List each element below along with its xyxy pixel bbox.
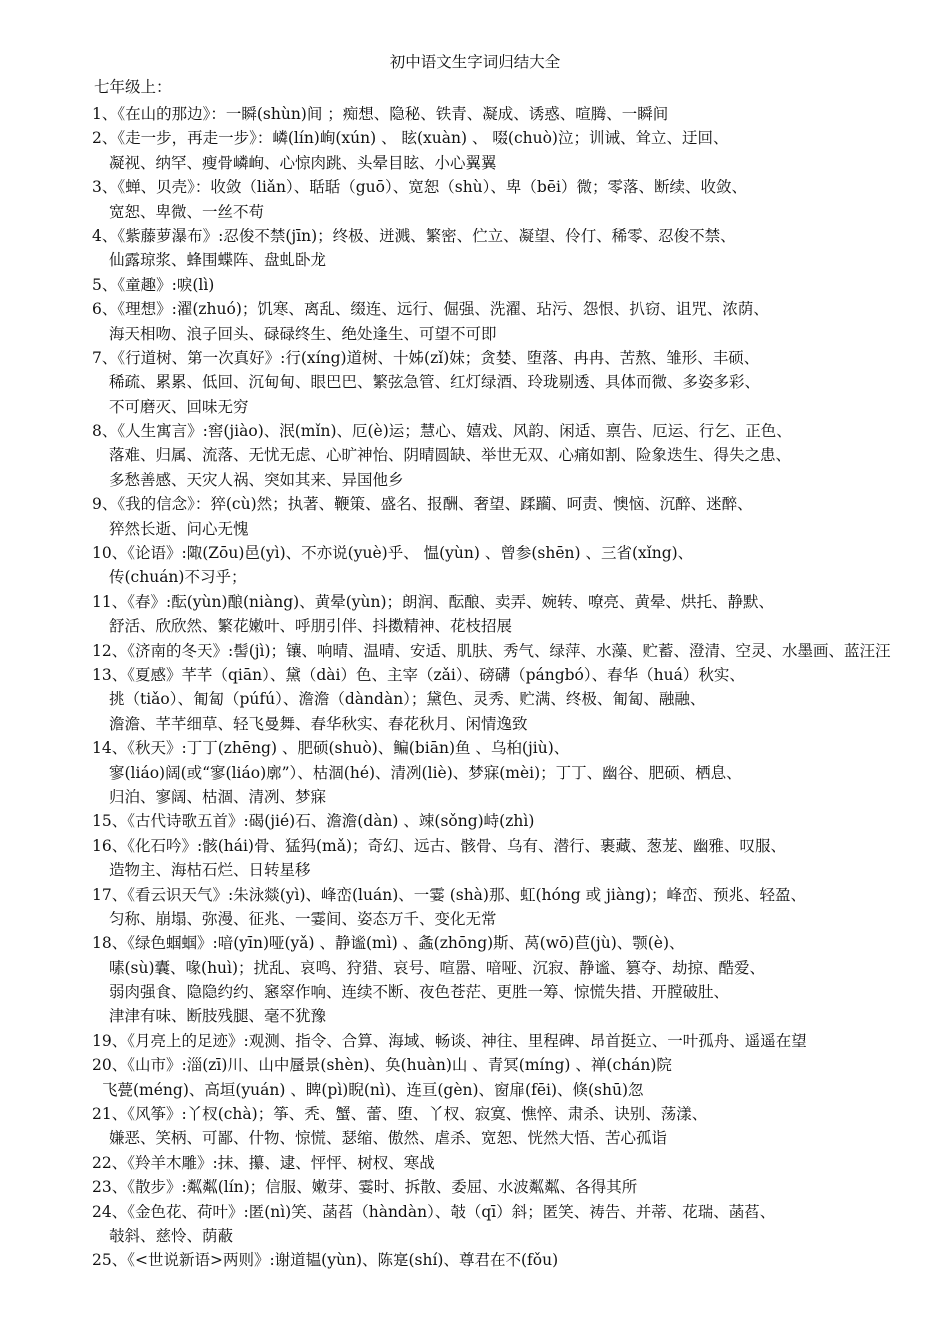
vocabulary-line-continuation: 凝视、纳罕、瘦骨嶙峋、心惊肉跳、头晕目眩、小心翼翼 [109, 153, 497, 172]
vocabulary-entry: 23、《散步》:粼粼(lín)；信服、嫩芽、霎时、拆散、委屈、水波粼粼、各得其所 [92, 1178, 638, 1197]
vocabulary-line-continuation: 飞甍(méng)、高垣(yuán) 、睥(pì)睨(nì)、连亘(gèn)、窗扉(fēi)、倏(shū)忽 [102, 1080, 644, 1099]
vocabulary-line-continuation: 海天相吻、浪子回头、碌碌终生、绝处逢生、可望不可即 [109, 324, 497, 343]
vocabulary-entry: 19、《月亮上的足迹》:观测、指令、合算、海域、畅谈、神往、里程碑、昂首挺立、一叶孤舟、遥遥在望 [92, 1031, 807, 1050]
vocabulary-line-continuation: 归泊、寥阔、枯涸、清冽、梦寐 [109, 787, 327, 806]
vocabulary-entry: 1、《在山的那边》：一瞬(shùn)间 ；痴想、隐秘、铁青、凝成、诱惑、喧腾、一瞬间 [92, 105, 669, 123]
vocabulary-line-continuation: 弱肉强食、隐隐约约、窸窣作响、连续不断、夜色苍茫、更胜一筹、惊慌失措、开膛破肚、 [109, 983, 730, 1002]
vocabulary-line-continuation: 不可磨灭、回味无穷 [109, 397, 249, 416]
vocabulary-line-continuation: 传(chuán)不习乎； [109, 568, 247, 587]
vocabulary-line-continuation: 仙露琼浆、蜂围蝶阵、盘虬卧龙 [109, 251, 327, 270]
vocabulary-entry: 12、《济南的冬天》:髻(jì)；镶、响晴、温晴、安适、肌肤、秀气、绿萍、水藻、贮蓄、澄清、空灵、水墨画、蓝汪汪 [92, 641, 891, 660]
vocabulary-entry: 6、《理想》:濯(zhuó)；饥寒、离乱、缀连、远行、倔强、洗濯、玷污、怨恨、扒窃、诅咒、浓荫、 [92, 300, 769, 319]
vocabulary-entry: 9、《我的信念》：猝(cù)然；执著、鞭策、盛名、报酬、奢望、蹂躏、呵责、懊恼、沉醉、迷醉、 [92, 495, 753, 514]
vocabulary-entry: 17、《看云识天气》:朱泳燚(yì)、峰峦(luán)、一霎 (shà)那、虹(hóng 或 jiàng)；峰峦、预兆、轻盈、 [92, 885, 807, 904]
vocabulary-line-continuation: 寥(liáo)阔(或“寥(liáo)廓”）、枯涸(hé)、清冽(liè)、梦寐(mèi)；丁丁、幽谷、肥硕、栖息、 [109, 763, 742, 782]
vocabulary-entry: 3、《蝉、贝壳》：收敛（liǎn）、聒聒（guō）、宽恕（shù）、卑（bēi）微；零落、断续、收敛、 [92, 178, 747, 197]
vocabulary-line-continuation: 津津有味、断肢残腿、毫不犹豫 [109, 1007, 327, 1026]
vocabulary-entry: 13、《夏感》芊芊（qiān）、黛（dài）色、主宰（zǎi）、磅礴（pángbó）、春华（huá）秋实、 [92, 665, 745, 684]
vocabulary-entry: 22、《羚羊木雕》:抹、攥、逮、怦怦、树杈、寒战 [92, 1153, 435, 1172]
vocabulary-entry: 7、《行道树、第一次真好》:行(xíng)道树、十姊(zǐ)妹；贪婪、堕落、冉冉、苦熬、雏形、丰硕、 [92, 348, 760, 367]
vocabulary-entry: 11、《春》:酝(yùn)酿(niàng)、黄晕(yùn)；朗润、酝酿、卖弄、婉转、嘹亮、黄晕、烘托、静默、 [92, 592, 775, 611]
vocabulary-line-continuation: 宽恕、卑微、一丝不苟 [109, 202, 265, 221]
vocabulary-line-continuation: 多愁善感、天灾人祸、突如其来、异国他乡 [109, 470, 404, 489]
vocabulary-line-continuation: 造物主、海枯石烂、日转星移 [109, 861, 311, 880]
vocabulary-entry: 10、《论语》:陬(Zōu)邑(yì)、不亦说(yuè)乎、 愠(yùn) 、曾参(shēn) 、三省(xǐng)、 [92, 544, 694, 563]
vocabulary-entry: 25、《<世说新语>两则》:谢道韫(yùn)、陈寔(shí)、尊君在不(fǒu) [92, 1251, 559, 1270]
vocabulary-entry: 8、《人生寓言》:窖(jiào)、泯(mǐn)、厄(è)运；慧心、嬉戏、风韵、闲适、禀告、厄运、行乞、正色、 [92, 422, 792, 441]
vocabulary-line-continuation: 稀疏、累累、低回、沉甸甸、眼巴巴、繁弦急管、红灯绿酒、玲珑剔透、具体而微、多姿多彩、 [109, 373, 761, 392]
vocabulary-list [92, 102, 922, 1273]
vocabulary-line-continuation: 嫌恶、笑柄、可鄙、什物、惊慌、瑟缩、傲然、虐杀、宽恕、恍然大悟、苦心孤诣 [109, 1129, 668, 1148]
section-heading: 七年级上： [94, 78, 172, 96]
vocabulary-entry: 20、《山市》:淄(zī)川、山中蜃景(shèn)、奂(huàn)山 、青冥(míng) 、禅(chán)院 [92, 1056, 672, 1075]
vocabulary-line-continuation: 澹澹、芊芊细草、轻飞曼舞、春华秋实、春花秋月、闲情逸致 [109, 714, 528, 733]
vocabulary-entry: 2、《走一步，再走一步》：嶙(lín)峋(xún) 、 眩(xuàn) 、 啜(chuò)泣；训诫、耸立、迂回、 [92, 129, 729, 148]
vocabulary-entry: 16、《化石吟》:骸(hái)骨、猛犸(mǎ)；奇幻、远古、骸骨、乌有、潜行、裹藏、葱茏、幽雅、叹服、 [92, 836, 787, 855]
vocabulary-line-continuation: 挑（tiǎo）、匍匐（púfú）、澹澹（dàndàn）；黛色、灵秀、贮满、终极、匍匐、融融、 [109, 690, 706, 709]
vocabulary-entry: 21、《风筝》:丫杈(chà)；筝、秃、蟹、蕾、堕、丫杈、寂寞、憔悴、肃杀、诀别、荡漾、 [92, 1105, 708, 1124]
vocabulary-line-continuation: 舒活、欣欣然、繁花嫩叶、呼朋引伴、抖擞精神、花枝招展 [109, 617, 513, 636]
document-title: 初中语文生字词归结大全 [389, 53, 561, 71]
vocabulary-entry: 18、《绿色蝈蝈》:喑(yīn)哑(yǎ) 、静谧(mì) 、螽(zhōng)斯、莴(wō)苣(jù)、颚(è)、 [92, 934, 685, 953]
vocabulary-entry: 14、《秋天》:丁丁(zhēng) 、肥硕(shuò)、鳊(biān)鱼 、乌桕(jiù)、 [92, 739, 570, 758]
vocabulary-line-continuation: 嗉(sù)囊、喙(huì)；扰乱、哀鸣、狩猎、哀号、喧嚣、喑哑、沉寂、静谧、篡夺、劫掠、酷爱、 [109, 958, 766, 977]
vocabulary-entry: 5、《童趣》:唳(lì) [92, 275, 215, 294]
vocabulary-entry: 15、《古代诗歌五首》:碣(jié)石、澹澹(dàn) 、竦(sǒng)峙(zhì) [92, 812, 535, 831]
vocabulary-line-continuation: 猝然长逝、问心无愧 [109, 519, 249, 538]
vocabulary-line-continuation: 攲斜、慈怜、荫蔽 [109, 1226, 234, 1245]
vocabulary-line-continuation: 匀称、崩塌、弥漫、征兆、一霎间、姿态万千、变化无常 [109, 909, 497, 928]
vocabulary-entry: 24、《金色花、荷叶》:匿(nì)笑、菡萏（hàndàn）、攲（qī）斜；匿笑、祷告、并蒂、花瑞、菡萏、 [92, 1202, 776, 1221]
vocabulary-line-continuation: 落难、归属、流落、无忧无虑、心旷神怡、阴晴圆缺、举世无双、心痛如割、险象迭生、得失之患、 [109, 446, 792, 465]
vocabulary-entry: 4、《紫藤萝瀑布》:忍俊不禁(jīn)；终极、迸溅、繁密、伫立、凝望、伶仃、稀零、忍俊不禁、 [92, 226, 736, 245]
